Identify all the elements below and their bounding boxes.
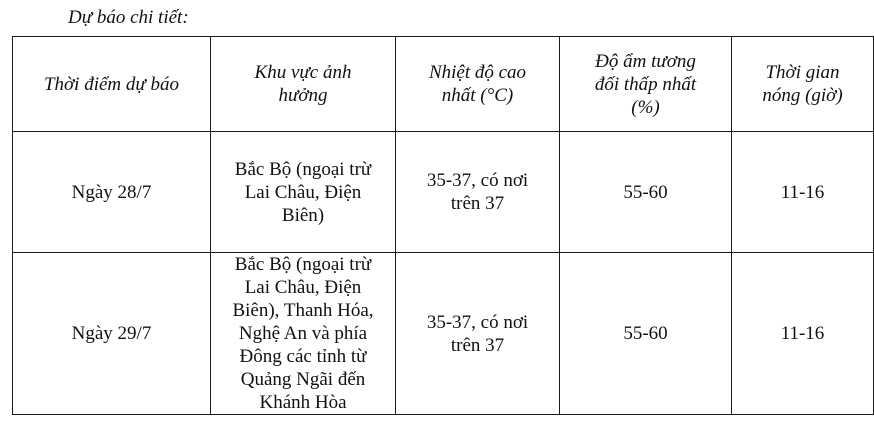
cell-date: Ngày 29/7 bbox=[13, 253, 211, 415]
cell-min-humidity: 55-60 bbox=[560, 253, 732, 415]
header-hot-duration bbox=[732, 37, 874, 132]
cell-date: Ngày 28/7 bbox=[13, 132, 211, 253]
header-forecast-time bbox=[13, 37, 211, 132]
cell-area-text: Bắc Bộ (ngoại trừ Lai Châu, Điện Biên) bbox=[234, 158, 372, 226]
cell-max-temp-text: 35-37, có nơi trên 37 bbox=[426, 170, 529, 214]
cell-hot-hours: 11-16 bbox=[732, 132, 874, 253]
header-hot-duration-label: Thời gian nóng (giờ) bbox=[762, 62, 843, 106]
cell-area bbox=[211, 132, 396, 253]
cell-max-temp bbox=[396, 253, 560, 415]
table-row bbox=[13, 132, 874, 253]
table-row bbox=[13, 253, 874, 415]
cell-area bbox=[211, 253, 396, 415]
cell-min-humidity: 55-60 bbox=[560, 132, 732, 253]
header-max-temperature bbox=[396, 37, 560, 132]
cell-area-text: Bắc Bộ (ngoại trừ Lai Châu, Điện Biên), Thanh Hóa, Nghệ An và phía Đông các tỉnh từ Quảng Ngãi đến Khánh Hòa bbox=[232, 254, 374, 413]
header-row bbox=[13, 37, 874, 132]
forecast-table bbox=[12, 36, 874, 415]
header-min-humidity bbox=[560, 37, 732, 132]
header-forecast-time-label: Thời điểm dự báo bbox=[43, 73, 180, 95]
header-min-humidity-label: Độ ẩm tương đối thấp nhất (%) bbox=[594, 50, 697, 118]
header-affected-area-label: Khu vực ảnh hưởng bbox=[254, 62, 352, 106]
header-affected-area bbox=[211, 37, 396, 132]
forecast-caption: Dự báo chi tiết: bbox=[68, 7, 189, 28]
cell-max-temp bbox=[396, 132, 560, 253]
cell-hot-hours: 11-16 bbox=[732, 253, 874, 415]
cell-max-temp-text: 35-37, có nơi trên 37 bbox=[426, 311, 529, 356]
header-max-temperature-label: Nhiệt độ cao nhất (°C) bbox=[428, 62, 527, 106]
